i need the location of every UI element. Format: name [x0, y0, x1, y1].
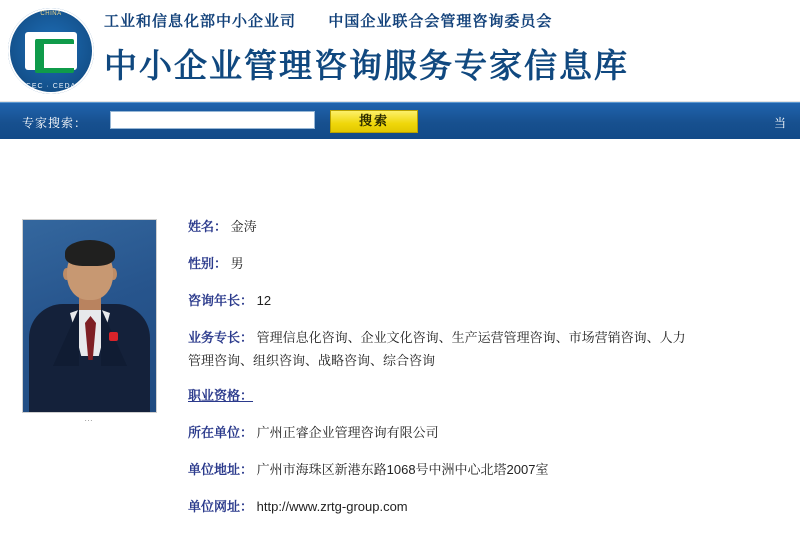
expert-portrait	[22, 219, 157, 413]
cec-ceda-logo	[8, 8, 94, 94]
field-organization-label: 所在单位：	[188, 425, 254, 440]
field-name	[188, 217, 790, 236]
search-input[interactable]	[110, 111, 315, 129]
search-label: 专家搜索：	[22, 116, 88, 130]
breadcrumb: 当	[774, 116, 787, 130]
field-website-value[interactable]: http://www.zrtg-group.com	[256, 499, 408, 514]
field-specialties-label: 业务专长：	[188, 330, 254, 345]
portrait-image	[23, 220, 156, 412]
field-years-value: 12	[256, 293, 272, 308]
field-gender-label: 性别：	[188, 256, 228, 271]
field-gender-value: 男	[230, 256, 244, 271]
field-specialties-value-line2: 管理咨询、组织咨询、战略咨询、综合咨询	[188, 353, 436, 368]
field-website	[188, 497, 790, 516]
field-certification	[188, 386, 790, 405]
field-name-value: 金涛	[230, 219, 257, 234]
search-button[interactable]: 搜索	[330, 110, 418, 133]
header-orgs-line	[104, 10, 794, 31]
page-title: 中小企业管理咨询服务专家信息库	[104, 49, 629, 85]
portrait-hair	[65, 240, 115, 266]
portrait-lapel-badge	[109, 332, 118, 341]
field-specialties	[188, 328, 790, 370]
field-years-label: 咨询年长：	[188, 293, 254, 308]
header-org-left: 工业和信息化部中小企业司	[104, 13, 297, 30]
header-org-right: 中国企业联合会管理咨询委员会	[328, 13, 553, 30]
field-gender	[188, 254, 790, 273]
field-address-value: 广州市海珠区新港东路1068号中洲中心北塔2007室	[256, 462, 549, 477]
field-specialties-value: 管理信息化咨询、企业文化咨询、生产运营管理咨询、市场营销咨询、人力	[256, 330, 686, 345]
site-header	[0, 0, 800, 102]
field-website-label: 单位网址：	[188, 499, 254, 514]
logo-emblem-shape	[25, 32, 77, 70]
expert-fields	[188, 217, 790, 534]
logo-ring-bottom-text: CEC · CEDA	[25, 83, 77, 90]
search-bar	[0, 102, 800, 139]
header-text-block	[104, 10, 794, 87]
expert-detail-panel	[0, 139, 800, 514]
field-name-label: 姓名：	[188, 219, 228, 234]
field-certification-label: 职业资格：	[188, 388, 254, 403]
field-organization-value: 广州正睿企业管理咨询有限公司	[256, 425, 439, 440]
field-organization	[188, 423, 790, 442]
logo-ring-top-text: CHINA	[40, 11, 62, 17]
portrait-caption: …	[84, 413, 93, 423]
field-address	[188, 460, 790, 479]
field-address-label: 单位地址：	[188, 462, 254, 477]
field-years	[188, 291, 790, 310]
